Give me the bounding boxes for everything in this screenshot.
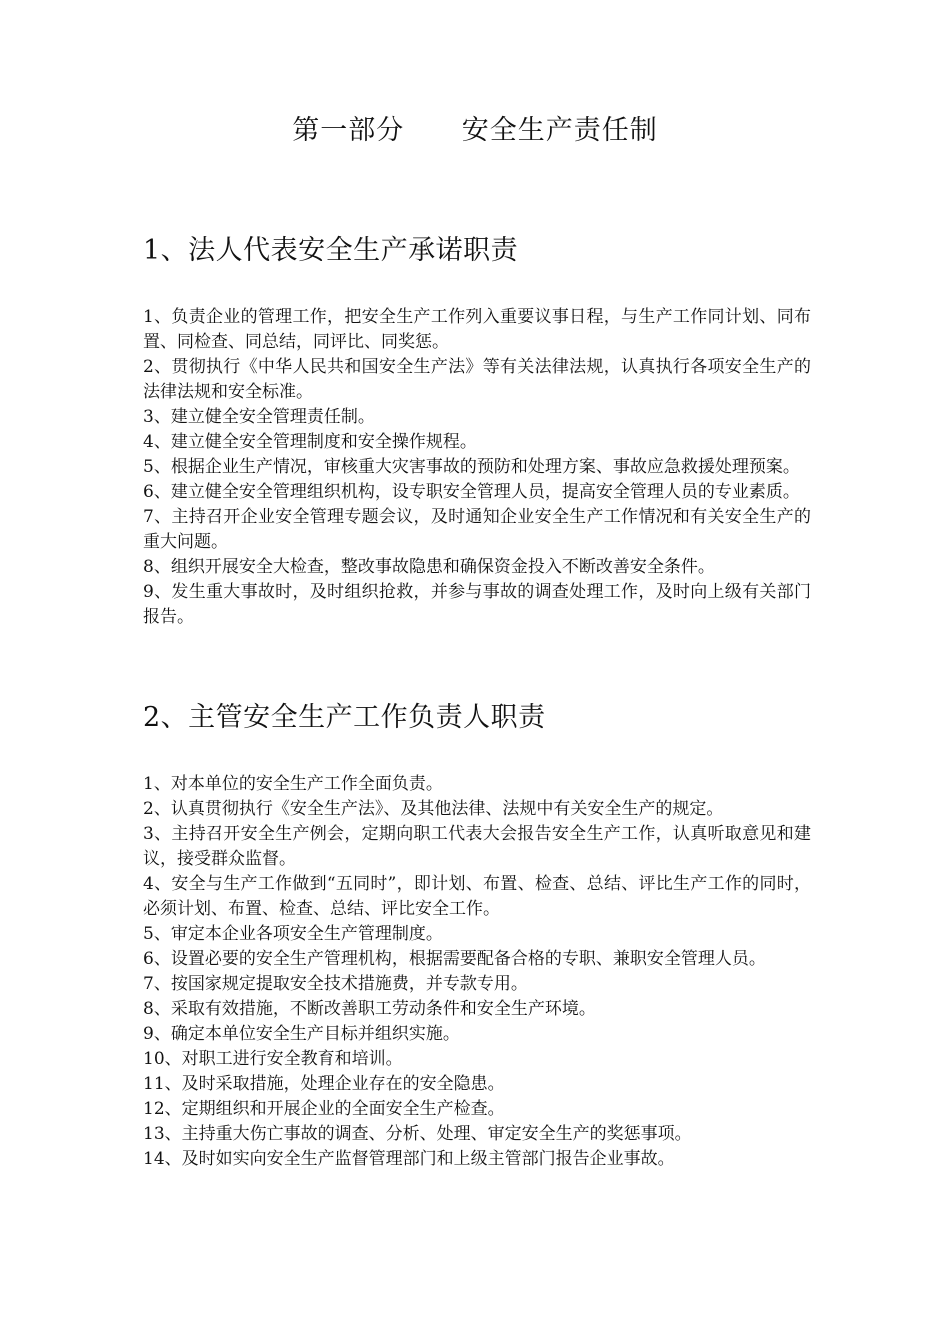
- list-item: 13、主持重大伤亡事故的调查、分析、处理、审定安全生产的奖惩事项。: [143, 1124, 692, 1144]
- list-item: 4、建立健全安全管理制度和安全操作规程。: [143, 432, 477, 452]
- list-item: 9、发生重大事故时，及时组织抢救，并参与事故的调查处理工作，及时向上级有关部门报告。: [143, 582, 811, 627]
- list-item: 1、负责企业的管理工作，把安全生产工作列入重要议事日程，与生产工作同计划、同布置、同检查、同总结，同评比、同奖惩。: [143, 307, 811, 352]
- section-heading-safety-manager: 2、主管安全生产工作负责人职责: [143, 702, 546, 733]
- list-item: 4、安全与生产工作做到“五同时”，即计划、布置、检查、总结、评比生产工作的同时，必须计划、布置、检查、总结、评比安全工作。: [143, 874, 811, 919]
- list-item: 11、及时采取措施，处理企业存在的安全隐患。: [143, 1074, 505, 1094]
- list-item: 9、确定本单位安全生产目标并组织实施。: [143, 1024, 460, 1044]
- section-items-safety-manager: [143, 772, 811, 1172]
- list-item: 14、及时如实向安全生产监督管理部门和上级主管部门报告企业事故。: [143, 1149, 675, 1169]
- section-heading-legal-representative: 1、法人代表安全生产承诺职责: [143, 235, 519, 266]
- list-item: 7、主持召开企业安全管理专题会议，及时通知企业安全生产工作情况和有关安全生产的重大问题。: [143, 507, 811, 552]
- list-item: 3、主持召开安全生产例会，定期向职工代表大会报告安全生产工作，认真听取意见和建议，接受群众监督。: [143, 824, 811, 869]
- list-item: 6、设置必要的安全生产管理机构，根据需要配备合格的专职、兼职安全管理人员。: [143, 949, 766, 969]
- list-item: 2、贯彻执行《中华人民共和国安全生产法》等有关法律法规，认真执行各项安全生产的法律法规和安全标准。: [143, 357, 811, 402]
- page-title: 第一部分 安全生产责任制: [292, 115, 658, 146]
- list-item: 10、对职工进行安全教育和培训。: [143, 1049, 403, 1069]
- list-item: 7、按国家规定提取安全技术措施费，并专款专用。: [143, 974, 528, 994]
- list-item: 1、对本单位的安全生产工作全面负责。: [143, 774, 443, 794]
- list-item: 8、组织开展安全大检查，整改事故隐患和确保资金投入不断改善安全条件。: [143, 557, 715, 577]
- list-item: 5、根据企业生产情况，审核重大灾害事故的预防和处理方案、事故应急救援处理预案。: [143, 457, 800, 477]
- list-item: 3、建立健全安全管理责任制。: [143, 407, 375, 427]
- list-item: 12、定期组织和开展企业的全面安全生产检查。: [143, 1099, 505, 1119]
- section-items-legal-representative: [143, 305, 811, 630]
- list-item: 8、采取有效措施，不断改善职工劳动条件和安全生产环境。: [143, 999, 596, 1019]
- list-item: 2、认真贯彻执行《安全生产法》、及其他法律、法规中有关安全生产的规定。: [143, 799, 724, 819]
- list-item: 6、建立健全安全管理组织机构，设专职安全管理人员，提高安全管理人员的专业素质。: [143, 482, 800, 502]
- list-item: 5、审定本企业各项安全生产管理制度。: [143, 924, 443, 944]
